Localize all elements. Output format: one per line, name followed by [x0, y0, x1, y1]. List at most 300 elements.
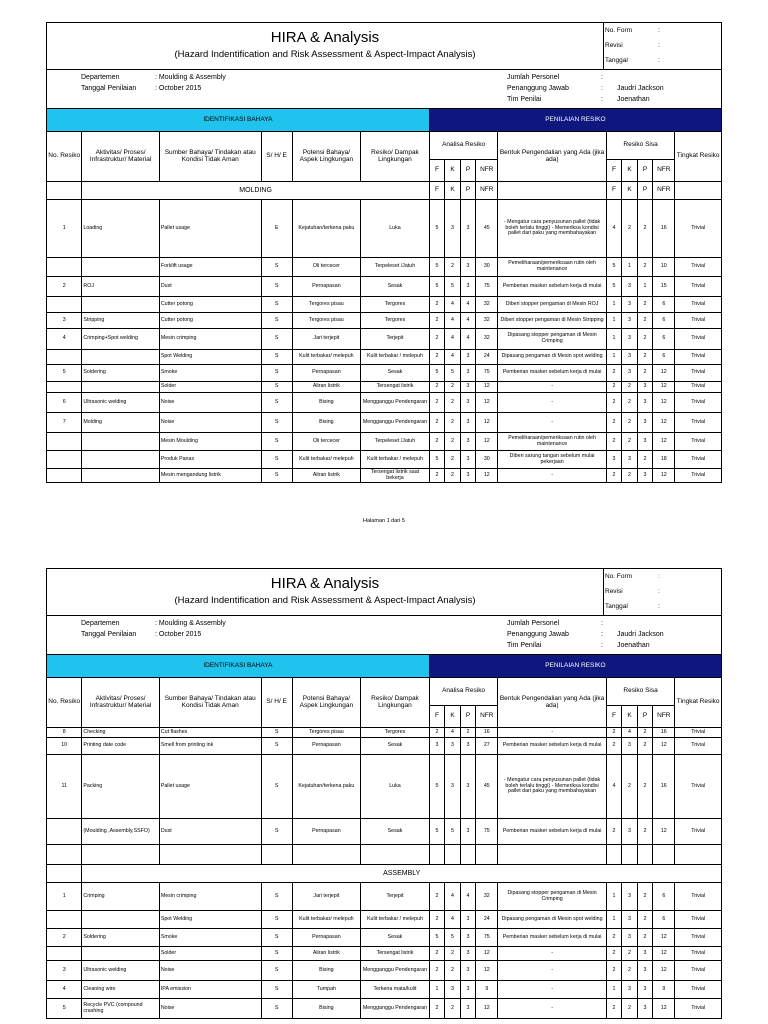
no-cell	[47, 911, 82, 929]
penilaian-header: PENILAIAN RESIKO	[429, 109, 721, 132]
residual-nfr-cell: 12	[653, 999, 675, 1019]
f-cell: 5	[429, 277, 444, 297]
she-cell: S	[261, 469, 292, 483]
hazard-cell: Kulit terbakar/ melepuh	[292, 350, 361, 365]
table-row	[47, 981, 722, 999]
risk-level-cell: Trivial	[675, 277, 722, 297]
document-title: HIRA & Analysis	[270, 29, 380, 46]
residual-nfr-cell: 12	[653, 929, 675, 947]
form-tanggal-label: Tanggal	[605, 57, 628, 64]
activity-cell: Checking	[82, 728, 159, 738]
nfr-cell: 32	[476, 313, 498, 329]
nfr-cell: 12	[476, 433, 498, 451]
source-cell: Smell from printing ink	[159, 738, 261, 755]
residual-f-cell: 2	[606, 961, 621, 981]
impact-cell: Terpeleset /Jatuh	[361, 258, 430, 277]
table-row	[47, 738, 722, 755]
residual-p-cell: 2	[637, 350, 652, 365]
dept-value: : Moulding & Assembly	[155, 74, 226, 81]
source-cell: Spot Welding	[159, 911, 261, 929]
section-label: MOLDING	[82, 182, 429, 200]
empty-row	[47, 845, 722, 865]
p-cell: 3	[460, 755, 475, 819]
residual-nfr-cell: 15	[653, 277, 675, 297]
residual-header: Resiko Sisa	[606, 678, 675, 706]
residual-nfr-cell: 16	[653, 200, 675, 258]
residual-f-subheader: F	[606, 160, 621, 182]
residual-p-cell: 2	[637, 738, 652, 755]
risk-level-cell: Trivial	[675, 433, 722, 451]
k-subheader: K	[445, 160, 460, 182]
pj-label: Penanggung Jawab	[507, 631, 569, 638]
activity-cell: Recycle PVC (compound crashing	[82, 999, 159, 1019]
risk-level-cell: Trivial	[675, 883, 722, 911]
f-cell: 2	[429, 911, 444, 929]
she-cell: S	[261, 929, 292, 947]
hazard-cell: Pernapasan	[292, 819, 361, 845]
hira-table-page-2	[46, 654, 722, 1019]
residual-nfr-cell: 12	[653, 413, 675, 433]
source-cell: Forklift usage	[159, 258, 261, 277]
hazard-cell: Tergores pisau	[292, 728, 361, 738]
no-header: No. Resiko	[47, 678, 82, 728]
nfr-subheader: NFR	[476, 160, 498, 182]
activity-cell: Soldering	[82, 365, 159, 382]
residual-nfr-cell: 10	[653, 258, 675, 277]
residual-nfr-cell: 6	[653, 883, 675, 911]
f-subheader: F	[429, 160, 444, 182]
residual-p-cell: 2	[637, 883, 652, 911]
she-cell: S	[261, 313, 292, 329]
table-row	[47, 433, 722, 451]
residual-k-cell: 1	[622, 258, 637, 277]
table-row	[47, 728, 722, 738]
f-cell: 5	[429, 929, 444, 947]
impact-cell: Mengganggu Pendengaran	[361, 393, 430, 413]
residual-nfr-cell: 12	[653, 382, 675, 393]
k-subheader: K	[445, 706, 460, 728]
control-cell: Pemberian masker sebelum kerja di mulai	[498, 929, 606, 947]
nfr-cell: 75	[476, 819, 498, 845]
nfr-cell: 12	[476, 469, 498, 483]
k-cell: 5	[445, 929, 460, 947]
residual-k-cell: 2	[622, 433, 637, 451]
activity-cell	[82, 911, 159, 929]
residual-p-cell: 2	[637, 819, 652, 845]
no-cell: 3	[47, 961, 82, 981]
table-row	[47, 329, 722, 350]
residual-header: Resiko Sisa	[606, 132, 675, 160]
hazard-cell: Tergores pisau	[292, 297, 361, 313]
k-cell: 5	[445, 365, 460, 382]
p-cell: 3	[460, 451, 475, 469]
assessment-info: Departemen : Moulding & Assembly Tanggal Penilaian : October 2015 Jumlah Personel : Penanggung Jawab : Jaudri Jackson Tim Penilai : Joenathan	[46, 616, 722, 654]
nfr-cell: 32	[476, 883, 498, 911]
source-cell: Pallet usage	[159, 755, 261, 819]
residual-f-cell: 2	[606, 393, 621, 413]
residual-f-cell: 2	[606, 929, 621, 947]
she-cell: S	[261, 947, 292, 961]
penilaian-header: PENILAIAN RESIKO	[429, 655, 721, 678]
source-cell: Cutter potong	[159, 297, 261, 313]
no-cell	[47, 258, 82, 277]
risk-level-cell: Trivial	[675, 961, 722, 981]
nfr-cell: 12	[476, 382, 498, 393]
she-cell: S	[261, 258, 292, 277]
residual-k-subheader: K	[622, 160, 637, 182]
residual-p-cell: 3	[637, 469, 652, 483]
table-row	[47, 929, 722, 947]
residual-nfr-cell: 18	[653, 451, 675, 469]
table-row	[47, 200, 722, 258]
impact-cell: Sesak	[361, 929, 430, 947]
residual-f-cell: 1	[606, 313, 621, 329]
hazard-cell: Kulit terbakar/ melepuh	[292, 911, 361, 929]
page-footer: Halaman 1 dari 5	[363, 518, 405, 524]
residual-k-cell: 2	[622, 200, 637, 258]
residual-k-cell: 2	[622, 469, 637, 483]
residual-nfr-cell: 6	[653, 329, 675, 350]
f-cell: 2	[429, 382, 444, 393]
k-cell: 4	[445, 911, 460, 929]
control-cell: Pemeliharaan/pemeriksaan rutin oleh maintenance	[498, 433, 606, 451]
activity-cell	[82, 297, 159, 313]
table-row	[47, 297, 722, 313]
impact-cell: Mengganggu Pendengaran	[361, 961, 430, 981]
pj-label: Penanggung Jawab	[507, 85, 569, 92]
risk-level-cell: Trivial	[675, 947, 722, 961]
control-cell: - Mengatur cara penyusunan pallet (tidak boleh terlalu tinggi) - Memeriksa kondisi pallet dari paku yang membahayakan	[498, 755, 606, 819]
activity-cell: Packing	[82, 755, 159, 819]
control-cell: Pemberian masker sebelum kerja di mulai	[498, 277, 606, 297]
activity-cell	[82, 451, 159, 469]
control-cell: Dipasang pengaman di Mesin spot welding	[498, 350, 606, 365]
residual-p-cell: 3	[637, 393, 652, 413]
risk-level-cell: Trivial	[675, 999, 722, 1019]
risk-level-cell: Trivial	[675, 451, 722, 469]
nfr-cell: 32	[476, 297, 498, 313]
tim-value: Joenathan	[617, 96, 650, 103]
source-cell: Dust	[159, 277, 261, 297]
risk-level-cell: Trivial	[675, 981, 722, 999]
residual-k-cell: 3	[622, 738, 637, 755]
f-cell: 5	[429, 258, 444, 277]
source-cell: Dust	[159, 819, 261, 845]
she-cell: S	[261, 393, 292, 413]
control-cell: Diberi stopper pengaman di Mesin Stripping	[498, 313, 606, 329]
residual-p-cell: 2	[637, 297, 652, 313]
f-cell: 2	[429, 413, 444, 433]
hazard-header: Potensi Bahaya/ Aspek Lingkungan	[292, 678, 361, 728]
control-cell: -	[498, 469, 606, 483]
tim-value: Joenathan	[617, 642, 650, 649]
analisa-header: Analisa Resiko	[429, 132, 498, 160]
p-cell: 3	[460, 413, 475, 433]
personel-label: Jumlah Personel	[507, 620, 560, 627]
no-cell	[47, 469, 82, 483]
nfr-cell: 27	[476, 738, 498, 755]
source-cell: Noise	[159, 999, 261, 1019]
no-cell: 2	[47, 929, 82, 947]
table-row	[47, 365, 722, 382]
table-row	[47, 382, 722, 393]
activity-cell: Cleaning wire	[82, 981, 159, 999]
p-cell: 3	[460, 999, 475, 1019]
form-revisi-label: Revisi	[605, 42, 623, 49]
activity-cell: Ultrasonic welding	[82, 393, 159, 413]
form-info-box: No. Form : Revisi : Tanggal :	[603, 569, 723, 615]
nfr-cell: 75	[476, 277, 498, 297]
she-cell: S	[261, 728, 292, 738]
she-cell: E	[261, 200, 292, 258]
source-cell: Pallet usage	[159, 200, 261, 258]
table-row	[47, 999, 722, 1019]
f-cell: 1	[429, 981, 444, 999]
no-cell: 2	[47, 277, 82, 297]
control-cell: -	[498, 981, 606, 999]
residual-p-cell: 2	[637, 365, 652, 382]
no-cell: 8	[47, 728, 82, 738]
no-cell	[47, 451, 82, 469]
k-cell: 2	[445, 469, 460, 483]
pj-value: Jaudri Jackson	[617, 85, 664, 92]
residual-f-cell: 2	[606, 382, 621, 393]
k-cell: 2	[445, 413, 460, 433]
she-cell: S	[261, 981, 292, 999]
no-cell	[47, 947, 82, 961]
control-cell: -	[498, 999, 606, 1019]
residual-p-cell: 2	[637, 313, 652, 329]
residual-p-cell: 3	[637, 999, 652, 1019]
p-cell: 3	[460, 433, 475, 451]
residual-k-cell: 3	[622, 313, 637, 329]
hazard-cell: Oli tercecer	[292, 258, 361, 277]
source-cell: Produk Panas	[159, 451, 261, 469]
risk-level-cell: Trivial	[675, 365, 722, 382]
residual-f-cell: 3	[606, 451, 621, 469]
k-cell: 2	[445, 947, 460, 961]
f-subheader: F	[429, 706, 444, 728]
hira-page-2	[46, 568, 722, 1019]
table-row	[47, 911, 722, 929]
residual-k-cell: 3	[622, 981, 637, 999]
date-label: Tanggal Penilaian	[81, 631, 137, 638]
residual-k-cell: 2	[622, 382, 637, 393]
risk-level-cell: Trivial	[675, 911, 722, 929]
risk-level-cell: Trivial	[675, 258, 722, 277]
date-value: : October 2015	[155, 631, 202, 638]
impact-header: Resiko/ Dampak Lingkungan	[361, 678, 430, 728]
activity-cell: ROJ	[82, 277, 159, 297]
control-cell: -	[498, 393, 606, 413]
nfr-cell: 30	[476, 451, 498, 469]
p-cell: 3	[460, 929, 475, 947]
activity-cell	[82, 382, 159, 393]
form-tanggal-label: Tanggal	[605, 603, 628, 610]
residual-p-cell: 3	[637, 413, 652, 433]
activity-cell	[82, 258, 159, 277]
f-cell: 5	[429, 755, 444, 819]
hazard-cell: Kejatuhan/terkena paku	[292, 200, 361, 258]
hazard-cell: Pernapasan	[292, 929, 361, 947]
pj-value: Jaudri Jackson	[617, 631, 664, 638]
k-cell: 4	[445, 329, 460, 350]
residual-f-cell: 4	[606, 200, 621, 258]
p-cell: 3	[460, 911, 475, 929]
control-cell: Diberi stopper pengaman di Mesin ROJ	[498, 297, 606, 313]
control-cell: Dipasang pengaman di Mesin spot welding	[498, 911, 606, 929]
residual-nfr-cell: 6	[653, 297, 675, 313]
no-cell: 4	[47, 981, 82, 999]
impact-cell: Tergores	[361, 297, 430, 313]
residual-k-cell: 2	[622, 999, 637, 1019]
source-cell: IPA emission	[159, 981, 261, 999]
hazard-cell: Pernapasan	[292, 738, 361, 755]
impact-cell: Luka	[361, 755, 430, 819]
risk-level-header: Tingkat Resiko	[675, 678, 722, 728]
risk-level-cell: Trivial	[675, 200, 722, 258]
residual-k-label: K	[622, 182, 637, 200]
table-row	[47, 451, 722, 469]
k-cell: 4	[445, 313, 460, 329]
k-cell: 4	[445, 728, 460, 738]
hazard-cell: Aliran listrik	[292, 947, 361, 961]
residual-p-subheader: P	[637, 160, 652, 182]
residual-f-cell: 2	[606, 469, 621, 483]
table-row	[47, 313, 722, 329]
nfr-cell: 16	[476, 728, 498, 738]
table-row	[47, 755, 722, 819]
source-cell: Mesin mengandung listrik	[159, 469, 261, 483]
no-cell: 7	[47, 413, 82, 433]
nfr-cell: 12	[476, 413, 498, 433]
residual-k-cell: 3	[622, 297, 637, 313]
hazard-cell: Aliran listrik	[292, 382, 361, 393]
residual-nfr-cell: 12	[653, 819, 675, 845]
f-cell: 2	[429, 313, 444, 329]
nfr-cell: 45	[476, 755, 498, 819]
risk-level-cell: Trivial	[675, 728, 722, 738]
form-no-label: No. Form	[605, 573, 633, 580]
residual-f-cell: 2	[606, 947, 621, 961]
f-cell: 5	[429, 819, 444, 845]
impact-cell: Terpeleset /Jatuh	[361, 433, 430, 451]
residual-nfr-cell: 12	[653, 947, 675, 961]
p-cell: 3	[460, 382, 475, 393]
residual-f-cell: 1	[606, 911, 621, 929]
control-cell: Pemberian masker sebelum kerja di mulai	[498, 738, 606, 755]
document-header	[46, 23, 722, 70]
source-cell: Cutter potong	[159, 313, 261, 329]
residual-f-subheader: F	[606, 706, 621, 728]
hazard-cell: Tumpah	[292, 981, 361, 999]
k-cell: 4	[445, 297, 460, 313]
k-cell: 5	[445, 819, 460, 845]
residual-nfr-cell: 16	[653, 728, 675, 738]
residual-f-cell: 5	[606, 258, 621, 277]
source-cell: Solder	[159, 382, 261, 393]
control-cell: Diberi sarung tangan sebelum mulai pekerjaan	[498, 451, 606, 469]
f-cell: 2	[429, 728, 444, 738]
she-header: S/ H/ E	[261, 132, 292, 182]
p-cell: 3	[460, 258, 475, 277]
residual-p-cell: 2	[637, 258, 652, 277]
hazard-cell: Pernapasan	[292, 365, 361, 382]
p-subheader: P	[460, 706, 475, 728]
section-row	[47, 182, 722, 200]
no-cell: 1	[47, 883, 82, 911]
no-cell: 5	[47, 999, 82, 1019]
source-cell: Noise	[159, 393, 261, 413]
residual-p-cell: 2	[637, 451, 652, 469]
k-cell: 2	[445, 393, 460, 413]
residual-k-cell: 4	[622, 728, 637, 738]
identifikasi-header: IDENTIFIKASI BAHAYA	[47, 655, 430, 678]
she-cell: S	[261, 350, 292, 365]
residual-p-cell: 3	[637, 981, 652, 999]
no-cell: 10	[47, 738, 82, 755]
hazard-cell: Jari terjepit	[292, 883, 361, 911]
k-label: K	[445, 182, 460, 200]
residual-p-cell: 3	[637, 947, 652, 961]
p-cell: 4	[460, 883, 475, 911]
source-cell: Solder	[159, 947, 261, 961]
k-cell: 4	[445, 350, 460, 365]
p-cell: 3	[460, 200, 475, 258]
activity-cell	[82, 433, 159, 451]
risk-level-cell: Trivial	[675, 393, 722, 413]
residual-f-cell: 2	[606, 819, 621, 845]
hazard-cell: Aliran listrik	[292, 469, 361, 483]
residual-k-cell: 3	[622, 883, 637, 911]
impact-cell: Sesak	[361, 738, 430, 755]
tim-label: Tim Penilai	[507, 96, 542, 103]
hazard-cell: Bising	[292, 393, 361, 413]
source-cell: Mesin Moulding	[159, 433, 261, 451]
f-cell: 2	[429, 883, 444, 911]
p-cell: 3	[460, 947, 475, 961]
nfr-cell: 75	[476, 365, 498, 382]
k-cell: 2	[445, 382, 460, 393]
no-cell: 4	[47, 329, 82, 350]
she-cell: S	[261, 382, 292, 393]
residual-nfr-cell: 12	[653, 738, 675, 755]
f-cell: 2	[429, 469, 444, 483]
no-cell: 1	[47, 200, 82, 258]
k-cell: 3	[445, 738, 460, 755]
k-cell: 3	[445, 200, 460, 258]
nfr-cell: 24	[476, 350, 498, 365]
residual-k-subheader: K	[622, 706, 637, 728]
source-cell: Smoke	[159, 929, 261, 947]
impact-cell: Tersengat listrik	[361, 947, 430, 961]
k-cell: 2	[445, 961, 460, 981]
p-cell: 4	[460, 313, 475, 329]
control-cell: Pemberian masker sebelum kerja di mulai	[498, 365, 606, 382]
residual-k-cell: 2	[622, 755, 637, 819]
source-cell: Spot Welding	[159, 350, 261, 365]
she-cell: S	[261, 451, 292, 469]
impact-cell: Tersengat listrik saat bekerja	[361, 469, 430, 483]
residual-nfr-cell: 12	[653, 365, 675, 382]
residual-f-cell: 5	[606, 277, 621, 297]
source-cell: Noise	[159, 961, 261, 981]
hazard-cell: Bising	[292, 999, 361, 1019]
impact-cell: Sesak	[361, 277, 430, 297]
nfr-cell: 12	[476, 947, 498, 961]
residual-f-cell: 1	[606, 350, 621, 365]
residual-f-cell: 2	[606, 433, 621, 451]
